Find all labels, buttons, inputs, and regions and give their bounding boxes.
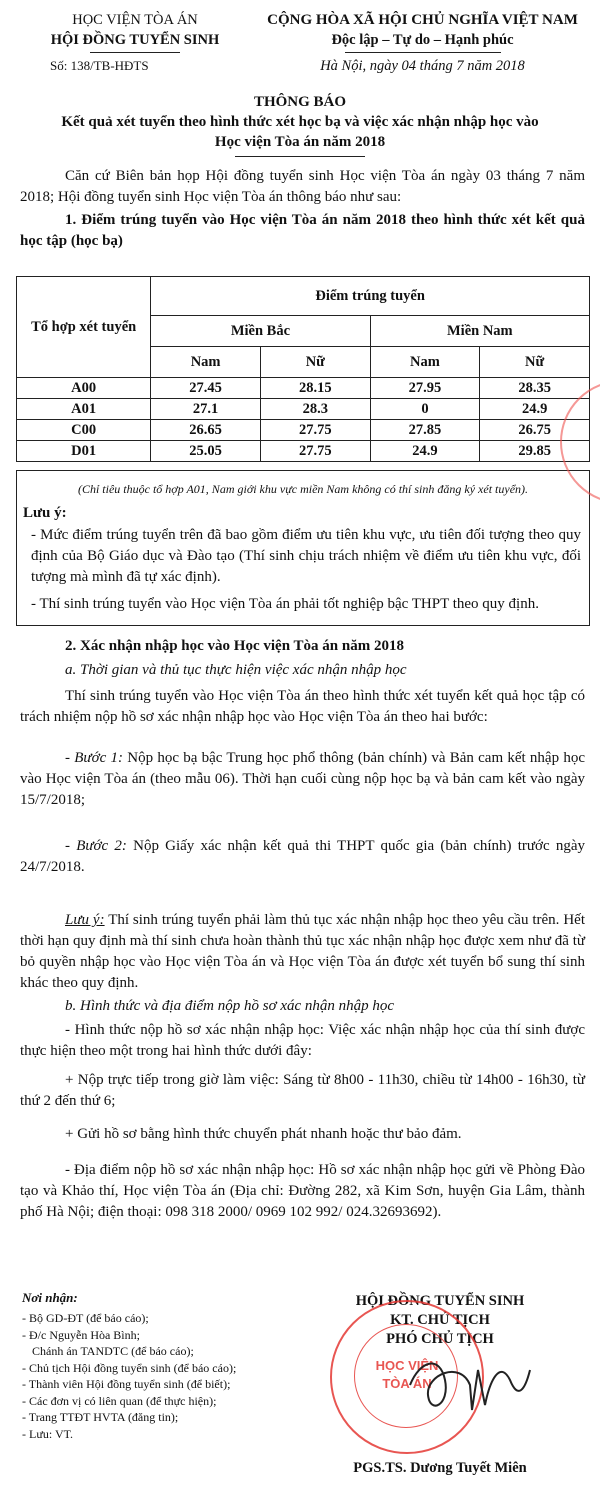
score-cell: 28.35 bbox=[480, 378, 590, 399]
note-item: - Mức điểm trúng tuyển trên đã bao gồm điểm ưu tiên khu vực, ưu tiên đối tượng theo quy định của Bộ Giáo dục và Đào tạo (Thí sinh chịu trách nhiệm về điểm ưu tiên khu vực, đối tượng mà mình đã tự xác định). bbox=[31, 527, 581, 585]
table-row bbox=[17, 420, 590, 441]
seal-text-2: TÒA ÁN bbox=[382, 1376, 432, 1391]
score-header: Điểm trúng tuyển bbox=[151, 277, 590, 316]
section2-heading: 2. Xác nhận nhập học vào Học viện Tòa án năm 2018 bbox=[65, 638, 404, 654]
group-cell: D01 bbox=[17, 441, 151, 462]
doc-number: Số: 138/TB-HĐTS bbox=[50, 58, 149, 73]
group-cell: C00 bbox=[17, 420, 151, 441]
org-underline bbox=[90, 52, 180, 53]
score-cell: 27.1 bbox=[151, 399, 261, 420]
list-item: - Đ/c Nguyễn Hòa Bình; bbox=[22, 1327, 140, 1342]
table-row bbox=[17, 399, 590, 420]
notice-title: THÔNG BÁO bbox=[253, 94, 347, 110]
table-row bbox=[17, 378, 590, 399]
list-item: - Trang TTĐT HVTA (đăng tin); bbox=[22, 1410, 179, 1424]
region-north-header: Miền Bắc bbox=[151, 316, 370, 347]
score-cell: 25.05 bbox=[151, 441, 261, 462]
south-male-header: Nam bbox=[370, 347, 480, 378]
recipients-list bbox=[22, 1310, 312, 1442]
score-cell: 0 bbox=[370, 399, 480, 420]
list-item: - Thành viên Hội đồng tuyển sinh (để biết); bbox=[22, 1377, 231, 1391]
note-item: - Thí sinh trúng tuyển vào Học viện Tòa án phải tốt nghiệp bậc THPT theo quy định. bbox=[31, 596, 539, 612]
nation-block bbox=[250, 10, 595, 50]
step1-text: Nộp học bạ bậc Trung học phổ thông (bản chính) và Bản cam kết nhập học vào Học viện Tòa án (theo mẫu 06). Thời hạn cuối cùng nộp học bạ và bản cam kết vào ngày 15/7/2018; bbox=[20, 750, 585, 808]
step2-paragraph bbox=[20, 836, 585, 878]
score-cell: 27.85 bbox=[370, 420, 480, 441]
list-item: - Bộ GD-ĐT (để báo cáo); bbox=[22, 1311, 149, 1325]
seal-text-1: HỌC VIỆN bbox=[375, 1358, 439, 1373]
signature-role: KT. CHỦ TỊCH bbox=[390, 1312, 490, 1328]
step2-label: - Bước 2: bbox=[65, 838, 127, 854]
notice-subtitle-2: Học viện Tòa án năm 2018 bbox=[214, 134, 386, 150]
nation-motto: Độc lập – Tự do – Hạnh phúc bbox=[331, 32, 514, 48]
place-date: Hà Nội, ngày 04 tháng 7 năm 2018 bbox=[320, 58, 525, 74]
location-paragraph: - Địa điểm nộp hồ sơ xác nhận nhập học: Hồ sơ xác nhận nhập học gửi về Phòng Đào tạo và Khảo thí, Học viện Tòa án (Địa chỉ: Đường 282, xã Kim Sơn, huyện Gia Lâm, thành phố Hà Nội; điện thoại: 098 318 2000/ 0969 102 992/ 024.32693692). bbox=[20, 1162, 585, 1220]
notes-box bbox=[16, 470, 590, 626]
col-group-header: Tổ hợp xét tuyển bbox=[17, 277, 151, 378]
section2-sub-a: a. Thời gian và thủ tục thực hiện việc xác nhận nhập học bbox=[65, 662, 407, 678]
section1-heading: 1. Điểm trúng tuyển vào Học viện Tòa án năm 2018 theo hình thức xét kết quả học tập (học bạ) bbox=[20, 212, 585, 249]
score-cell: 24.9 bbox=[370, 441, 480, 462]
recipients-label: Nơi nhận: bbox=[22, 1290, 78, 1305]
list-item: Chánh án TANDTC (để báo cáo); bbox=[32, 1344, 194, 1358]
form-intro: - Hình thức nộp hồ sơ xác nhận nhập học: Việc xác nhận nhập học của thí sinh được thực hiện theo một trong hai hình thức dưới đây: bbox=[20, 1022, 585, 1059]
score-table bbox=[16, 276, 590, 462]
notice-subtitle-1: Kết quả xét tuyển theo hình thức xét học bạ và việc xác nhận nhập học vào bbox=[61, 114, 539, 130]
table-row bbox=[17, 441, 590, 462]
notes-label: Lưu ý: bbox=[23, 505, 67, 521]
south-female-header: Nữ bbox=[480, 347, 590, 378]
list-item: - Các đơn vị có liên quan (để thực hiện); bbox=[22, 1393, 217, 1408]
group-cell: A01 bbox=[17, 399, 151, 420]
form-option-1: + Nộp trực tiếp trong giờ làm việc: Sáng từ 8h00 - 11h30, chiều từ 14h00 - 16h30, từ thứ 2 đến thứ 6; bbox=[20, 1072, 585, 1109]
motto-underline bbox=[345, 52, 501, 53]
signature-council: HỘI ĐỒNG TUYỂN SINH bbox=[355, 1293, 525, 1309]
signatory-name: PGS.TS. Dương Tuyết Miên bbox=[353, 1460, 527, 1476]
region-south-header: Miền Nam bbox=[370, 316, 589, 347]
north-female-header: Nữ bbox=[260, 347, 370, 378]
list-item: - Lưu: VT. bbox=[22, 1426, 74, 1441]
score-cell: 27.75 bbox=[260, 420, 370, 441]
score-cell: 27.95 bbox=[370, 378, 480, 399]
intro-paragraph: Căn cứ Biên bản họp Hội đồng tuyển sinh Học viện Tòa án ngày 03 tháng 7 năm 2018; Hội đồng tuyển sinh Học viện Tòa án thông báo như sau: bbox=[20, 168, 585, 205]
table-note: (Chỉ tiêu thuộc tổ hợp A01, Nam giới khu vực miền Nam không có thí sinh đăng ký xét tuyển). bbox=[77, 482, 529, 496]
nation-name: CỘNG HÒA XÃ HỘI CHỦ NGHĨA VIỆT NAM bbox=[267, 12, 578, 28]
score-cell: 28.3 bbox=[260, 399, 370, 420]
org-name: HỌC VIỆN TÒA ÁN bbox=[72, 12, 198, 28]
form-option-2: + Gửi hồ sơ bằng hình thức chuyển phát nhanh hoặc thư bảo đảm. bbox=[65, 1126, 462, 1142]
section2-sub-b: b. Hình thức và địa điểm nộp hồ sơ xác nhận nhập học bbox=[65, 998, 395, 1014]
council-name: HỘI ĐỒNG TUYỂN SINH bbox=[50, 32, 220, 48]
section2-note-paragraph bbox=[20, 910, 585, 994]
north-male-header: Nam bbox=[151, 347, 261, 378]
title-underline bbox=[235, 156, 365, 157]
score-cell: 28.15 bbox=[260, 378, 370, 399]
section2-para-a: Thí sinh trúng tuyển vào Học viện Tòa án theo hình thức xét tuyển kết quả học tập có trách nhiệm nộp hồ sơ xác nhận nhập học vào Học viện Tòa án theo hai bước: bbox=[20, 688, 585, 725]
list-item: - Chủ tịch Hội đồng tuyển sinh (để báo cáo); bbox=[22, 1360, 237, 1375]
score-cell: 27.45 bbox=[151, 378, 261, 399]
score-cell: 26.75 bbox=[480, 420, 590, 441]
group-cell: A00 bbox=[17, 378, 151, 399]
step2-text: Nộp Giấy xác nhận kết quả thi THPT quốc gia (bản chính) trước ngày 24/7/2018. bbox=[20, 838, 585, 875]
section2-note-label: Lưu ý: bbox=[65, 912, 105, 928]
step1-label: - Bước 1: bbox=[65, 750, 123, 766]
score-cell: 29.85 bbox=[480, 441, 590, 462]
signature-title: PHÓ CHỦ TỊCH bbox=[386, 1331, 494, 1347]
handwritten-signature bbox=[400, 1340, 540, 1430]
org-block bbox=[20, 10, 250, 50]
score-cell: 26.65 bbox=[151, 420, 261, 441]
section2-note-text: Thí sinh trúng tuyển phải làm thủ tục xác nhận nhập học theo yêu cầu trên. Hết thời hạn quy định mà thí sinh chưa hoàn thành thủ tục xác nhận nhập học được xem như đã từ bỏ quyền nhập học vào Học viện Tòa án và Học viện Tòa án được xét tuyển bổ sung thí sinh khác theo quy định. bbox=[20, 912, 585, 991]
step1-paragraph bbox=[20, 748, 585, 811]
score-cell: 27.75 bbox=[260, 441, 370, 462]
score-cell: 24.9 bbox=[480, 399, 590, 420]
